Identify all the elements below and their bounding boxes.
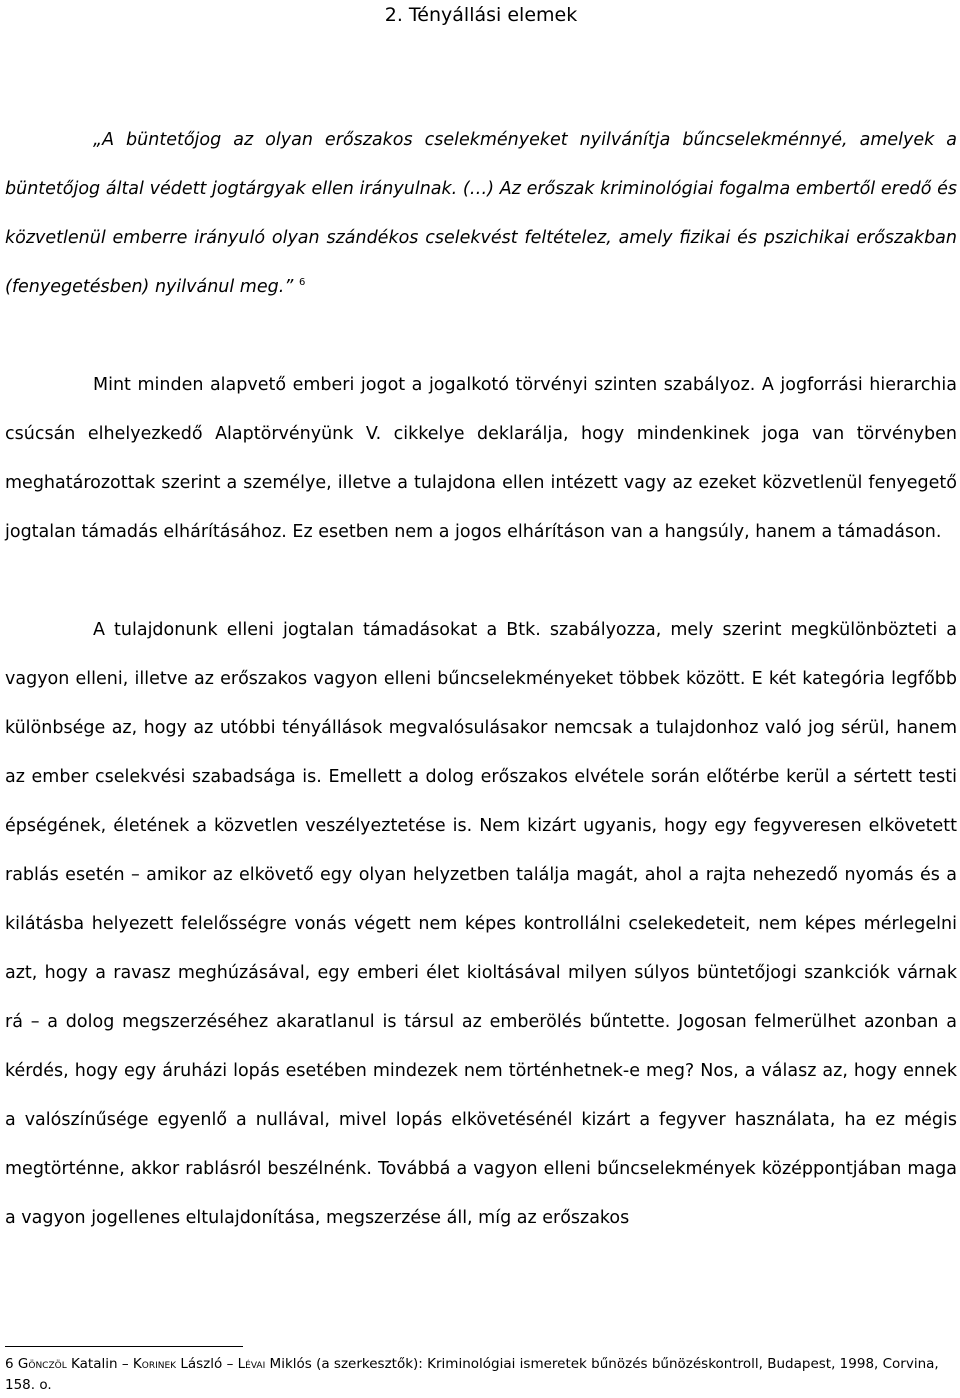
footnote-reference[interactable]: 6 [298, 277, 306, 288]
footnote-author1-given: Katalin – [71, 1356, 129, 1372]
footnote-author2-given: László – [180, 1356, 234, 1372]
document-page [5, 0, 957, 1243]
footnote-number: 6 [5, 1356, 14, 1372]
section-heading: 2. Tényállási elemek [384, 4, 578, 26]
footnote-author1-initial: G [17, 1356, 29, 1372]
body-paragraph-2: A tulajdonunk elleni jogtalan támadásokat a Btk. szabályozza, mely szerint megkülönbözteti a vagyon elleni, illetve az erőszakos vagyon elleni bűncselekményeket többek között. E két kategória legfőbb különbsége az, hogy az utóbbi tényállások megvalósulásakor nemcsak a tulajdonhoz való jog sérül, hanem az ember cselekvési szabadsága is. Emellett a dolog erőszakos elvétele során előtérbe kerül a sértett testi épségének, életének a közvetlen veszélyeztetése is. Nem kizárt ugyanis, hogy egy fegyveresen elkövetett rablás esetén – amikor az elkövető egy olyan helyzetben találja magát, ahol a rajta nehezedő nyomás és a kilátásba helyezett felelősségre vonás végett nem képes kontrollálni cselekedeteit, nem képes mérlegelni azt, hogy a ravasz meghúzásával, egy emberi élet kioltásával milyen súlyos büntetőjogi szankciók várnak rá – a dolog megszerzéséhez akaratlanul is társul az emberölés bűntette. Jogosan felmerülhet azonban a kérdés, hogy egy áruházi lopás esetében mindezek nem történhetnek-e meg? Nos, a válasz az, hogy ennek a valószínűsége egyenlő a nullával, mivel lopás elkövetésénél kizárt a fegyver használata, ha ez mégis megtörténne, akkor rablásról beszélnénk. Továbbá a vagyon elleni bűncselekmények középpontjában maga a vagyon jogellenes eltulajdonítása, megszerzése áll, míg az erőszakos [5, 620, 957, 1228]
footnote-author3-initial: L [237, 1356, 246, 1372]
footnote-author1-surname: önczöl [28, 1356, 67, 1372]
footnote-author3-surname: évai [245, 1356, 266, 1372]
footnote-author2-initial: K [132, 1356, 142, 1372]
quote-text: „A büntetőjog az olyan erőszakos cselekményeket nyilvánítja bűncselekménnyé, amelyek a büntetőjog által védett jogtárgyak ellen irányulnak. (…) Az erőszak kriminológiai fogalma embertől eredő és közvetlenül emberre irányuló olyan szándékos cselekvést feltételez, amely fizikai és pszichikai erőszakban (fenyegetésben) nyilvánul meg.” [5, 130, 957, 297]
footnote [5, 1354, 957, 1396]
quote-paragraph [5, 116, 957, 312]
footnote-author2-surname: orinek [141, 1356, 177, 1372]
footnote-citation-rest: Miklós (a szerkesztők): Kriminológiai ismeretek bűnözés bűnözéskontroll, Budapest, 1998, Corvina, 158. o. [5, 1356, 939, 1393]
footnote-divider [5, 1346, 243, 1347]
body-paragraph-1: Mint minden alapvető emberi jogot a jogalkotó törvényi szinten szabályoz. A jogforrási hierarchia csúcsán elhelyezkedő Alaptörvényünk V. cikkelye deklarálja, hogy mindenkinek joga van törvényben meghatározottak szerint a személye, illetve a tulajdona ellen intézett vagy az ezeket közvetlenül fenyegető jogtalan támadás elhárításához. Ez esetben nem a jogos elhárításon van a hangsúly, hanem a támadáson. [5, 375, 957, 542]
